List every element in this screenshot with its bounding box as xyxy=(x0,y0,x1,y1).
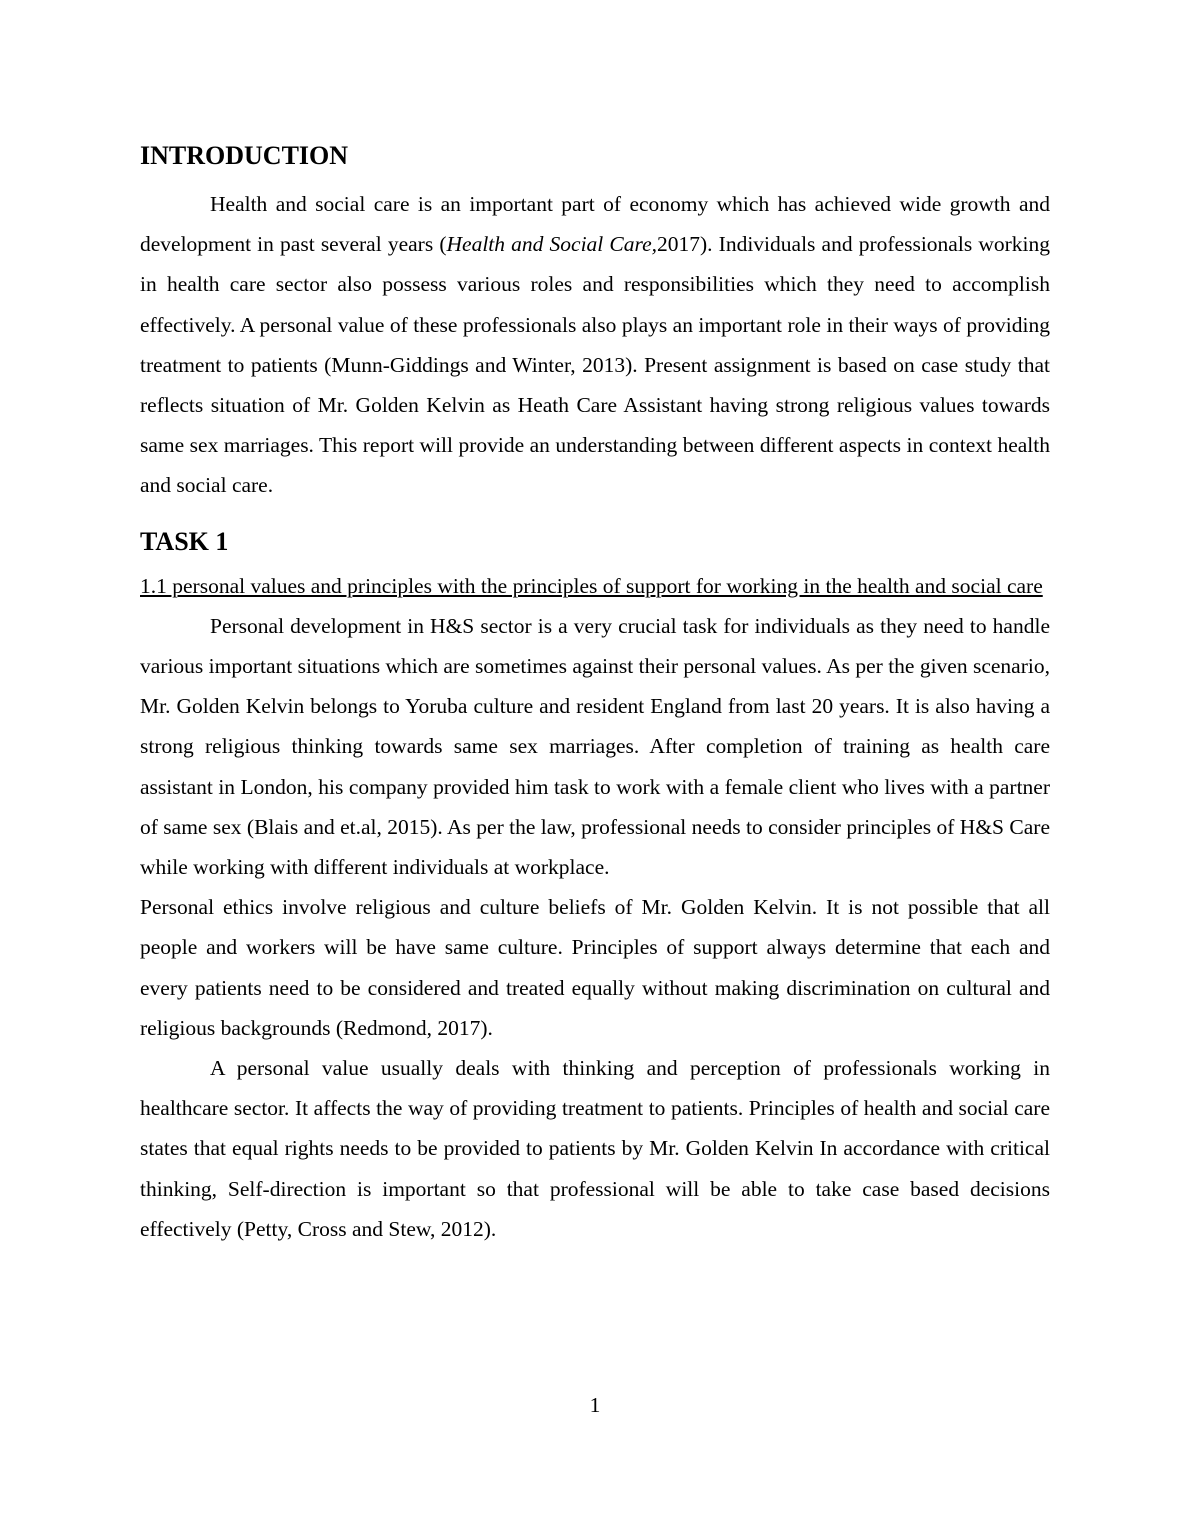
page-number: 1 xyxy=(589,1393,601,1417)
intro-citation: Health and Social Care, xyxy=(446,232,657,257)
intro-text-part-1: Health and social care is an important part of economy which has achieved wide growth and development in past several years ( xyxy=(140,192,1050,257)
task-1-heading: TASK 1 xyxy=(140,526,229,556)
intro-text-part-2: 2017). Individuals and professionals working in health care sector also possess various roles and responsibilities which they need to accomplish effectively. A personal value of these professionals also plays an important role in their ways of providing treatment to patients (Munn-Giddings and Winter, 2013). Present assignment is based on case study that reflects situation of Mr. Golden Kelvin as Heath Care Assistant having strong religious values towards same sex marriages. This report will provide an understanding between different aspects in context health and social care. xyxy=(140,232,1050,498)
introduction-paragraph xyxy=(140,184,1050,506)
task-1-subheading: 1.1 personal values and principles with the principles of support for working in the health and social care xyxy=(140,573,1043,598)
document-page xyxy=(140,138,1050,1249)
introduction-heading: INTRODUCTION xyxy=(140,141,349,170)
task-1-paragraph-3: A personal value usually deals with thinking and perception of professionals working in healthcare sector. It affects the way of providing treatment to patients. Principles of health and social care states that equal rights needs to be provided to patients by Mr. Golden Kelvin In accordance with critical thinking, Self-direction is important so that professional will be able to take case based decisions effectively (Petty, Cross and Stew, 2012). xyxy=(140,1056,1050,1241)
task-1-paragraph-1: Personal development in H&S sector is a very crucial task for individuals as they need to handle various important situations which are sometimes against their personal values. As per the given scenario, Mr. Golden Kelvin belongs to Yoruba culture and resident England from last 20 years. It is also having a strong religious thinking towards same sex marriages. After completion of training as health care assistant in London, his company provided him task to work with a female client who lives with a partner of same sex (Blais and et.al, 2015). As per the law, professional needs to consider principles of H&S Care while working with different individuals at workplace. xyxy=(140,613,1050,880)
task-1-paragraph-2: Personal ethics involve religious and culture beliefs of Mr. Golden Kelvin. It is not possible that all people and workers will be have same culture. Principles of support always determine that each and every patients need to be considered and treated equally without making discrimination on cultural and religious backgrounds (Redmond, 2017). xyxy=(140,895,1050,1040)
